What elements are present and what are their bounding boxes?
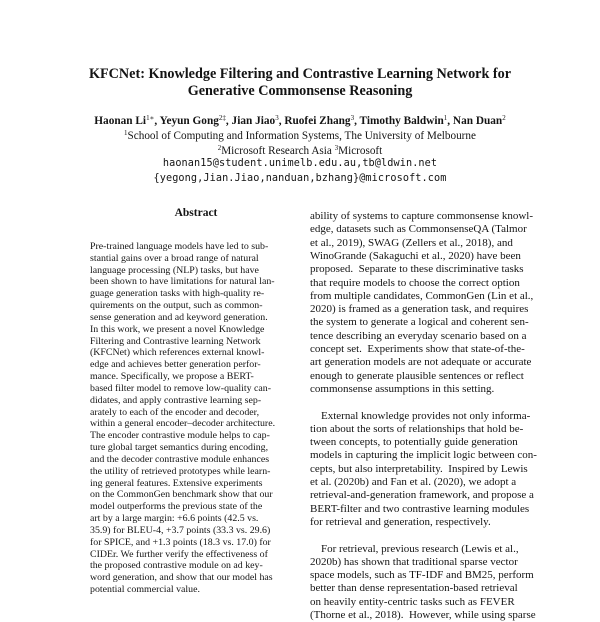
abstract-line: Filtering and Contrastive learning Network [90, 335, 261, 347]
body-line: for retrieval and generation, respectively. [310, 515, 491, 528]
body-line: on heavily entity-centric tasks such as FEVER [310, 595, 515, 608]
body-line: proposed. Separate to these discriminative tasks [310, 263, 524, 276]
affiliation-mark: 2 [217, 144, 222, 152]
author-name: Timothy Baldwin [359, 115, 444, 127]
body-line: from multiple candidates, CommonGen (Lin et al., [310, 289, 534, 302]
abstract-line: within a general encoder–decoder architecture. [90, 418, 276, 430]
body-line: models in capturing the implicit logic between con- [310, 449, 537, 462]
abstract-line: model outperforms the previous state of the [90, 501, 263, 513]
abstract-line: sense generation and ad keyword generation. [90, 311, 268, 323]
abstract-heading: Abstract [174, 207, 218, 219]
body-line: ability of systems to capture commonsense knowl- [310, 210, 534, 222]
abstract-line: stantial gains over a broad range of natural [90, 252, 259, 264]
author-mark: 2‡ [218, 114, 226, 122]
author-name: Yeyun Gong [159, 115, 219, 127]
body-line: concept set. Experiments show that state-of-the- [310, 343, 525, 355]
abstract-line: edge and achieves better generation perfor- [90, 359, 261, 371]
abstract-line: for SPICE, and +1.3 points (18.3 vs. 17.0) for [90, 536, 271, 548]
body-line: WinoGrande (Sakaguchi et al., 2020) have been [310, 249, 521, 262]
affiliation-text: Microsoft [338, 145, 383, 157]
body-line: 2020) is framed as a generation task, and requires [310, 303, 529, 316]
abstract-line: ing general features. Extensive experiments [90, 477, 263, 489]
body-line: tion about the sorts of relationships that hold be- [310, 422, 524, 435]
body-line: 2020b) has shown that traditional sparse vector [310, 555, 518, 568]
author-mark: 1∗ [146, 114, 155, 122]
abstract-line: the proposed contrastive module on ad key- [90, 560, 263, 572]
affiliation-line-2 [30, 141, 570, 158]
author-mark: 2 [502, 114, 506, 122]
body-line: retrieval-and-generation framework, and propose a [310, 489, 534, 502]
body-line: External knowledge provides not only informa- [310, 409, 531, 422]
author-mark: 3 [350, 114, 355, 122]
abstract-line: Pre-trained language models have led to sub- [90, 241, 269, 252]
email-line-2: {yegong,Jian.Jiao,nanduan,bzhang}@microsoft.com [153, 173, 447, 184]
abstract-line: art by a large margin: +6.6 points (42.5 vs. [90, 513, 259, 525]
author-mark: 3 [275, 114, 279, 122]
paper-title-line-2: Generative Commonsense Reasoning [187, 83, 413, 99]
author-name: Haonan Li [94, 115, 147, 127]
abstract-line: (KFCNet) which references external knowl- [90, 347, 265, 359]
affiliation-text: Microsoft Research Asia [221, 145, 335, 157]
body-line: et al. (2020b) and Fan et al. (2020), we adopt a [310, 476, 517, 488]
body-line: For retrieval, previous research (Lewis et al., [310, 542, 519, 555]
affiliation-mark: 3 [334, 144, 339, 152]
abstract-line: quirements on the output, such as common- [90, 300, 263, 312]
author-name: Nan Duan [452, 115, 503, 127]
abstract-line: The encoder contrastive module helps to cap- [90, 430, 270, 442]
abstract-line: the utility of retrieved prototypes while learn- [90, 465, 271, 477]
body-line: et al., 2019), SWAG (Zellers et al., 2018), and [310, 236, 513, 249]
body-line: better than dense representation-based retrieval [310, 582, 518, 595]
abstract-line: ture global target semantics during encoding, [90, 442, 269, 454]
abstract-line: guage generation tasks with high-quality re- [90, 288, 265, 300]
author-name: Jian Jiao [231, 115, 276, 127]
body-line: edge, datasets such as CommonsenseQA (Talmor [310, 223, 527, 236]
body-line: art generation models are not adequate or accurate [310, 356, 532, 369]
body-line: BERT-filter and two contrastive learning modules [310, 502, 530, 515]
body-line: that require models to choose the correct option [310, 276, 520, 289]
body-line: space models, such as TF-IDF and BM25, perform [310, 569, 534, 582]
email-line-1: haonan15@student.unimelb.edu.au,tb@ldwin.net [162, 158, 438, 169]
abstract-line: language processing (NLP) tasks, but have [90, 264, 259, 276]
author-list: Haonan $Li^{1∗}$, Yeyun Gong$^{2\ddagger}$, Jian Jiao$^3$, Ruofei Zhang$^3$, Timothy Baldwin$^1$, Nan Duan$^2$ [94, 114, 506, 127]
abstract-line: on the CommonGen benchmark show that our [90, 489, 273, 501]
affiliation-mark: 1 [124, 129, 128, 137]
body-line [310, 528, 556, 542]
body-line: cepts, but also interpretability. Inspired by Lewis [310, 462, 528, 475]
body-line: (Thorne et al., 2018). However, while using sparse [310, 609, 536, 621]
abstract-line: based filter model to remove low-quality can- [90, 382, 271, 394]
abstract-line: mance. Specifically, we propose a BERT- [90, 371, 254, 383]
body-line: enough to generate plausible sentences or reflect [310, 369, 524, 382]
abstract-line: didates, and apply contrastive learning sep- [90, 394, 262, 406]
abstract-line: been shown to have limitations for natural lan- [90, 276, 275, 288]
abstract-line: In this work, we present a novel Knowledge [90, 323, 265, 335]
author-mark: 1 [443, 114, 448, 122]
affiliation-text: School of Computing and Information Systems, The University of Melbourne [127, 130, 476, 142]
body-line: tence describing an everyday scenario based on a [310, 329, 527, 342]
author-name: Ruofei Zhang [284, 115, 351, 127]
abstract-line: word generation, and show that our model has [90, 572, 273, 584]
paper-title-line-1: KFCNet: Knowledge Filtering and Contrastive Learning Network for [88, 66, 512, 82]
abstract-line: arately to each of the encoder and decoder, [90, 406, 260, 418]
abstract-line: potential commercial value. [90, 584, 200, 596]
body-line [310, 395, 556, 409]
body-line: commonsense assumptions in this setting. [310, 382, 495, 395]
abstract-line: 35.9) for BLEU-4, +3.7 points (33.3 vs. 29.6) [90, 524, 271, 536]
abstract-line: and the decoder contrastive module enhances [90, 453, 270, 465]
body-line: the system to generate a logical and coherent sen- [310, 316, 529, 329]
abstract-line: CIDEr. We further verify the effectiveness of [90, 548, 268, 560]
body-line: tween concepts, to potentially guide generation [310, 436, 518, 449]
